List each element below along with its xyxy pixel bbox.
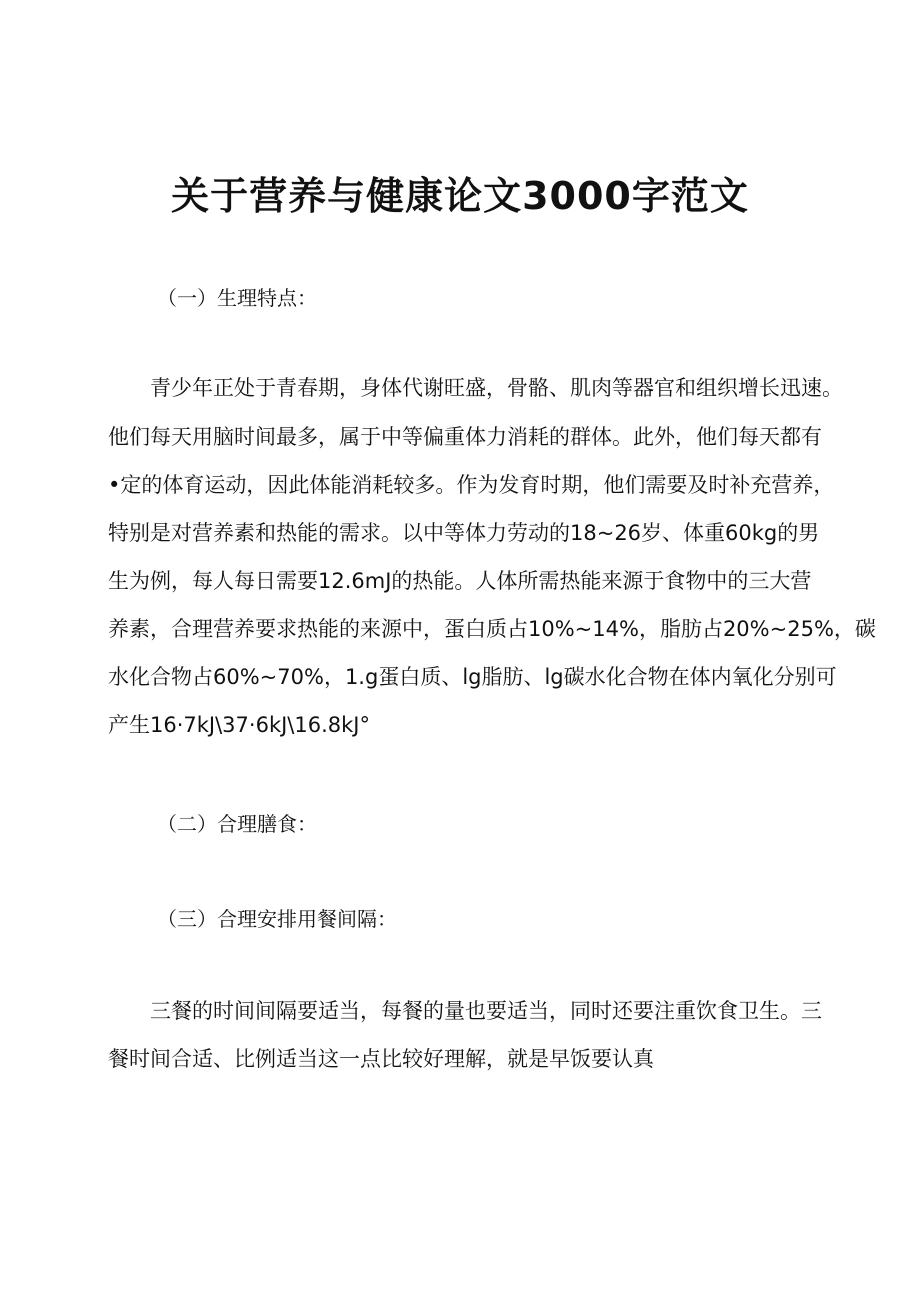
section-heading-meal-intervals: （三）合理安排用餐间隔： xyxy=(157,907,397,931)
paragraph-line: 餐时间合适、比例适当这一点比较好理解，就是早饭要认真 xyxy=(108,1047,654,1071)
section-heading-physiology: （一）生理特点： xyxy=(157,286,317,310)
paragraph-line: 水化合物占60%~70%，1.g蛋白质、lg脂肪、lg碳水化合物在体内氧化分别可 xyxy=(108,665,837,689)
paragraph-line: 青少年正处于青春期，身体代谢旺盛，骨骼、肌肉等器官和组织增长迅速。 xyxy=(150,376,843,400)
section-heading-diet: （二）合理膳食： xyxy=(157,812,317,836)
paragraph-line: 产生16·7kJ\37·6kJ\16.8kJ° xyxy=(108,713,370,737)
paragraph-line: 养素，合理营养要求热能的来源中，蛋白质占10%~14%，脂肪占20%~25%，碳 xyxy=(108,617,876,641)
paragraph-line: 特别是对营养素和热能的需求。以中等体力劳动的18~26岁、体重60kg的男 xyxy=(108,521,820,545)
paragraph-line: 生为例，每人每日需要12.6mJ的热能。人体所需热能来源于食物中的三大营 xyxy=(108,569,812,593)
paragraph-line: 三餐的时间间隔要适当，每餐的量也要适当，同时还要注重饮食卫生。三 xyxy=(150,999,822,1023)
paragraph-line: 他们每天用脑时间最多，属于中等偏重体力消耗的群体。此外，他们每天都有 xyxy=(108,425,822,449)
paragraph-line: •定的体育运动，因此体能消耗较多。作为发育时期，他们需要及时补充营养， xyxy=(108,473,835,497)
document-title: 关于营养与健康论文3000字范文 xyxy=(171,174,749,218)
